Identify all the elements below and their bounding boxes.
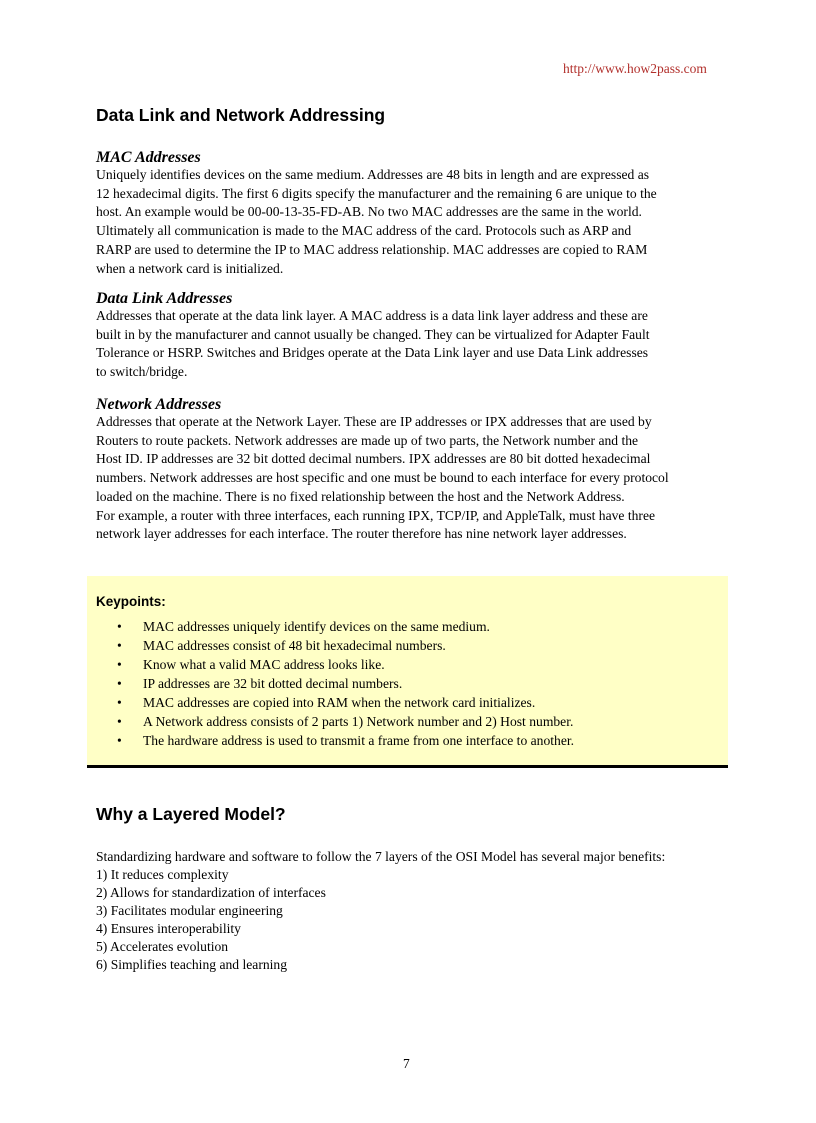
- bullet-icon: •: [117, 676, 122, 691]
- keypoint-item: [87, 731, 574, 750]
- benefits-list: [96, 866, 326, 974]
- keypoint-text: Know what a valid MAC address looks like.: [143, 657, 385, 672]
- keypoint-text: The hardware address is used to transmit a frame from one interface to another.: [143, 733, 575, 748]
- heading-data-link-addresses: Data Link Addresses: [96, 290, 233, 307]
- bullet-icon: •: [117, 638, 122, 653]
- keypoint-item: [87, 655, 574, 674]
- heading-mac-addresses: MAC Addresses: [96, 149, 201, 166]
- header-url[interactable]: http://www.how2pass.com: [563, 61, 707, 76]
- keypoint-text: MAC addresses are copied into RAM when the network card initializes.: [143, 695, 536, 710]
- keypoint-item: [87, 674, 574, 693]
- section-title-layered-model: Why a Layered Model?: [96, 804, 286, 824]
- bullet-icon: •: [117, 695, 122, 710]
- benefit-item: 1) It reduces complexity: [96, 867, 229, 882]
- benefit-item: 4) Ensures interoperability: [96, 921, 241, 936]
- bullet-icon: •: [117, 657, 122, 672]
- keypoint-item: [87, 693, 574, 712]
- keypoints-title: Keypoints:: [96, 594, 166, 609]
- heading-network-addresses: Network Addresses: [96, 396, 222, 413]
- keypoint-text: MAC addresses uniquely identify devices on the same medium.: [143, 619, 490, 634]
- page-number: 7: [403, 1056, 410, 1071]
- keypoint-text: MAC addresses consist of 48 bit hexadecimal numbers.: [143, 638, 446, 653]
- keypoints-list: [87, 617, 574, 750]
- keypoint-item: [87, 712, 574, 731]
- benefit-item: 3) Facilitates modular engineering: [96, 903, 283, 918]
- benefit-item: 5) Accelerates evolution: [96, 939, 229, 954]
- benefit-item: 6) Simplifies teaching and learning: [96, 957, 288, 972]
- bullet-icon: •: [117, 714, 122, 729]
- paragraph-data-link-addresses: Addresses that operate at the data link layer. A MAC address is a data link layer address and these are built in by the manufacturer and cannot usually be changed. They can be virtualized for Adapter Fault Tolerance or HSRP. Switches and Bridges operate at the Data Link layer and use Data Link addresses to switch/bridge.: [96, 308, 650, 380]
- keypoint-text: A Network address consists of 2 parts 1) Network number and 2) Host number.: [143, 714, 574, 729]
- keypoint-item: [87, 636, 574, 655]
- section-title-addressing: Data Link and Network Addressing: [96, 105, 386, 125]
- keypoint-text: IP addresses are 32 bit dotted decimal numbers.: [143, 676, 403, 691]
- bullet-icon: •: [117, 733, 122, 748]
- layered-model-intro: Standardizing hardware and software to follow the 7 layers of the OSI Model has several major benefits:: [96, 849, 666, 864]
- paragraph-mac-addresses: Uniquely identifies devices on the same medium. Addresses are 48 bits in length and are expressed as 12 hexadecimal digits. The first 6 digits specify the manufacturer and the remaining 6 are unique to the host. An example would be 00-00-13-35-FD-AB. No two MAC addresses are the same in the world. Ultimately all communication is made to the MAC address of the card. Protocols such as ARP and RARP are used to determine the IP to MAC address relationship. MAC addresses are copied to RAM when a network card is initialized.: [96, 167, 657, 276]
- keypoints-box: [87, 576, 728, 768]
- benefit-item: 2) Allows for standardization of interfaces: [96, 885, 326, 900]
- bullet-icon: •: [117, 619, 122, 634]
- paragraph-network-addresses: Addresses that operate at the Network Layer. These are IP addresses or IPX addresses that are used by Routers to route packets. Network addresses are made up of two parts, the Network number and the Host ID. IP addresses are 32 bit dotted decimal numbers. IPX addresses are 80 bit dotted hexadecimal numbers. Network addresses are host specific and one must be bound to each interface for every protocol loaded on the machine. There is no fixed relationship between the host and the Network Address. For example, a router with three interfaces, each running IPX, TCP/IP, and AppleTalk, must have three network layer addresses for each interface. The router therefore has nine network layer addresses.: [96, 414, 669, 542]
- keypoint-item: [87, 617, 574, 636]
